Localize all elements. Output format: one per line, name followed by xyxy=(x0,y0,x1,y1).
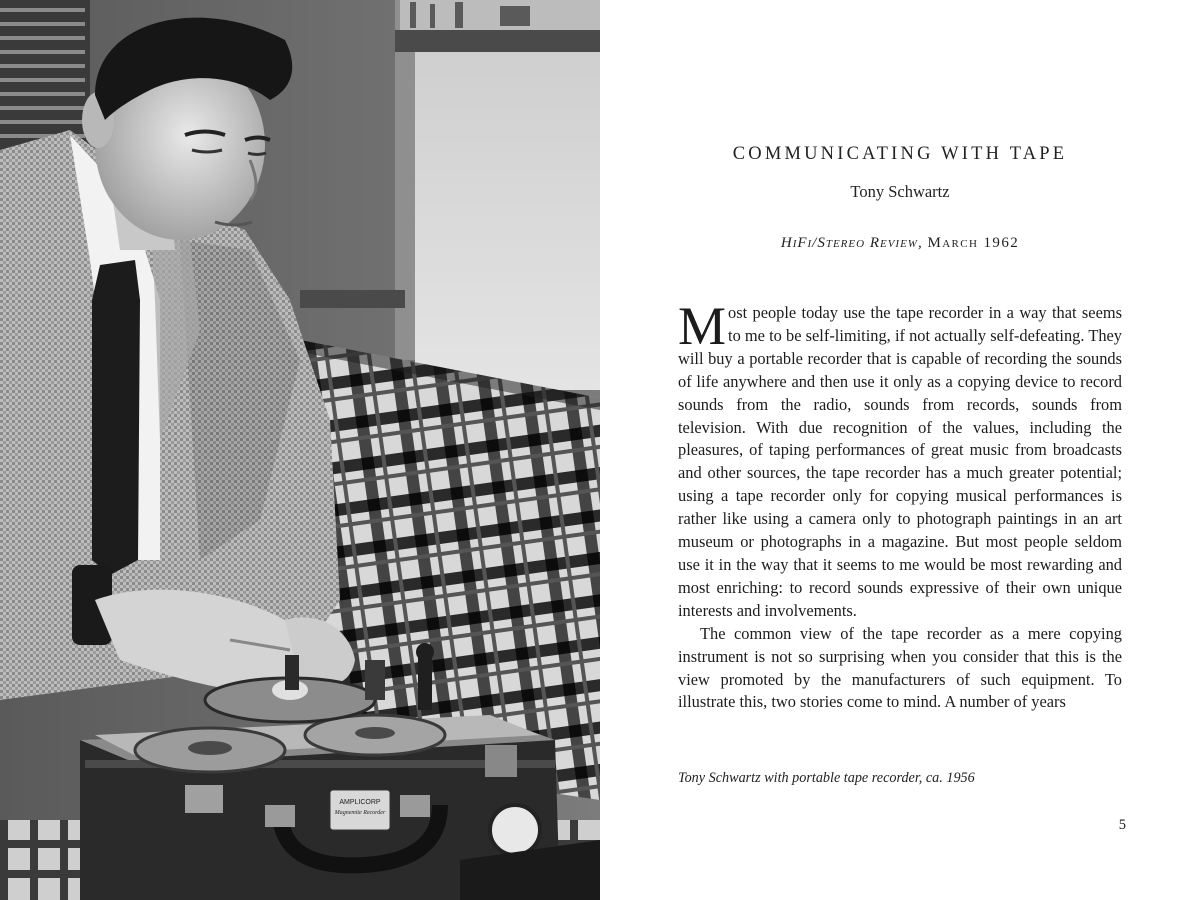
source-publication: HiFi/Stereo Review, xyxy=(780,235,923,251)
page-number: 5 xyxy=(1118,817,1126,833)
recorder-label-plate xyxy=(330,790,390,830)
chapter-source xyxy=(600,235,1200,252)
chapter-title: COMMUNICATING WITH TAPE xyxy=(732,144,1068,164)
paragraph-1 xyxy=(678,296,1122,623)
source-date: March 1962 xyxy=(927,235,1020,251)
paragraph-2: The common view of the tape recorder as a mere copying instrument is not so surprising when you consider that this is the view promoted by the manufacturers of such equipment. To illustrate this, two stories come to mind. A number of years xyxy=(678,623,1122,712)
chapter-author: Tony Schwartz xyxy=(850,182,950,201)
body-text xyxy=(678,296,1122,714)
book-page xyxy=(600,0,1200,900)
paragraph-1-text: ost people today use the tape recorder in a way that seems to me to be self-limiting, if not actually self-defeating. They will buy a portable recorder that is capable of recording the sounds of life anywhere and then use it only as a copying device to record sounds from the radio, sounds from records, sounds from television. With due recognition of the values, including the pleasures, of taping performances of great music from broadcasts and other sources, the tape recorder has a much greater potential; using a tape recorder only for copying musical performances is rather like using a camera only to photograph paintings in an art museum or photographs in a magazine. But most people seldom use it in the way that it seems to me would be most rewarding and most enriching: to record sounds expressive of their own unique interests and involvements. xyxy=(678,303,1122,620)
drop-cap: M xyxy=(678,296,727,356)
photo-caption: Tony Schwartz with portable tape recorder, ca. 1956 xyxy=(678,770,975,786)
recorder-model-text: Magnemite Recorder xyxy=(334,810,386,816)
recorder-brand-text: AMPLICORP xyxy=(339,799,381,806)
